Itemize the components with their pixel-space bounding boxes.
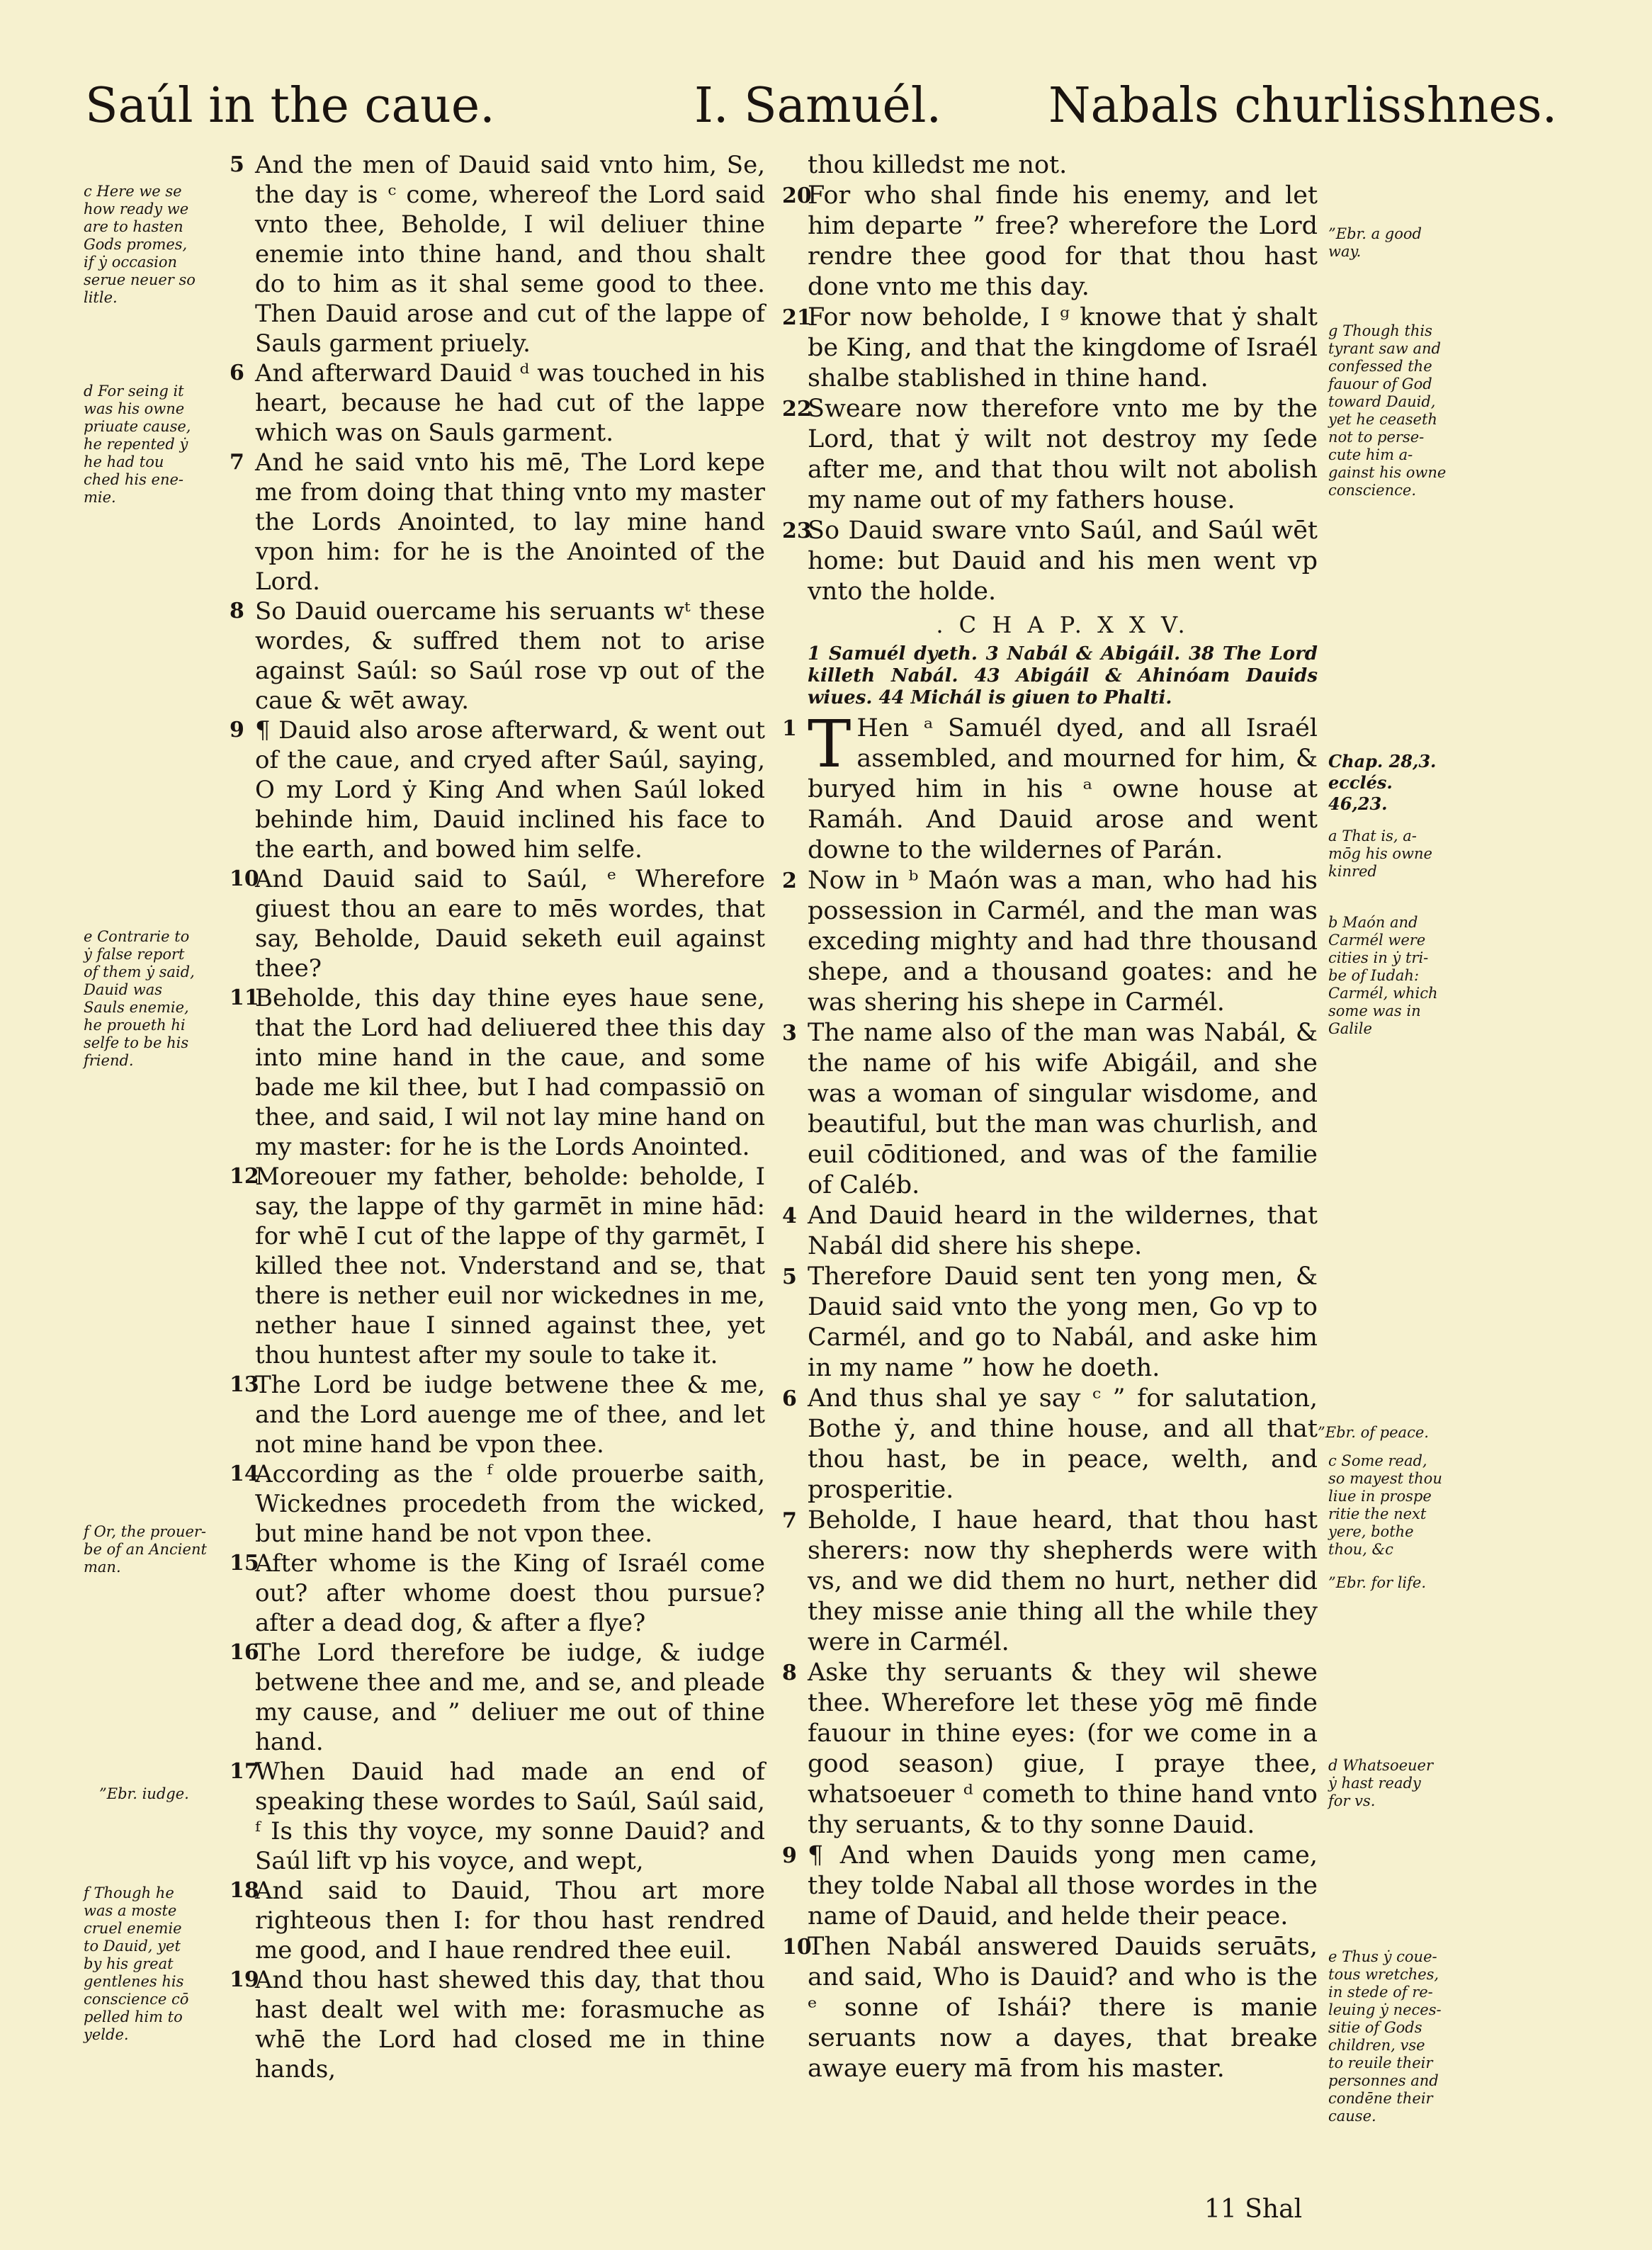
verse: 22 Sweare now therefore vnto me by the Lord, that ẏ wilt not destroy my ſede after me, and that thou wilt not abolish my name out of my fathers house. xyxy=(782,395,1318,514)
verse: 3 The name also of the man was Nabál, & the name of his wife Abigáil, and she was a woman of singular wisdome, and beautiful, but the man was churlish, and euil cōditioned, and was of the familie of Caléb. xyxy=(782,1019,1318,1199)
verse: 21 For now beholde, I ᵍ knowe that ẏ shalt be King, and that the kingdome of Israél shalbe stablished in thine hand. xyxy=(782,303,1318,392)
verse: 16 The Lord therefore be iudge, & iudge betwene thee and me, and se, and pleade my cause, and ” deliuer me out of thine hand. xyxy=(230,1639,765,1756)
verse: 7 And he said vnto his mē, The Lord kepe me from doing that thing vnto my master the Lords Anointed, to lay mine hand vpon him: for he is the Anointed of the Lord. xyxy=(230,448,765,596)
text-column-left xyxy=(230,150,765,2084)
running-head-book: I. Samuél. xyxy=(694,78,942,134)
margin-note-e-right: e Thus ẏ coue- tous wretches, in stede of re- leuing ẏ neces- sitie of Gods children, vse to reuile their personnes and condēne their cause. xyxy=(1328,1948,1442,2125)
verse-1: 1 T Hen ᵃ Samuél dyed, and all Israél assembled, and mourned for him, & buryed him in his ᵃ owne house at Ramáh. And Dauid arose and went downe to the wildernes of Parán. xyxy=(782,706,1318,864)
verse: 14 According as the ᶠ olde prouerbe saith, Wickednes procedeth from the wicked, but mine hand be not vpon thee. xyxy=(230,1460,765,1548)
verse: 15 After whome is the King of Israél come out? after whome doest thou pursue? after a dead dog, & after a flye? xyxy=(230,1549,765,1637)
verse: 2 Now in ᵇ Maón was a man, who had his possession in Carmél, and the man was exceding mighty and had thre thousand shepe, and a thousand goates: and he was shering his shepe in Carmél. xyxy=(782,866,1318,1017)
verse: 6 And thus shal ye say ᶜ ” for salutation, Bothe ẏ, and thine house, and all that thou hast, be in peace, welth, and prosperitie. xyxy=(782,1384,1318,1504)
margin-note-d-right: d Whatsoeuer ẏ hast ready for vs. xyxy=(1328,1757,1434,1809)
verse: 8 Aske thy seruants & they wil shewe thee. Wherefore let these yōg mē finde fauour in thine eyes: (for we come in a good season) giue, I praye thee, whatsoeuer ᵈ cometh to thine hand vnto thy seruants, & to thy sonne Dauid. xyxy=(782,1658,1318,1839)
verse: 13 The Lord be iudge betwene thee & me, and the Lord auenge me of thee, and let not mine hand be vpon thee. xyxy=(230,1371,765,1459)
verse: thou killedst me not. xyxy=(808,151,1068,179)
verse: 4 And Dauid heard in the wildernes, that Nabál did shere his shepe. xyxy=(782,1202,1318,1260)
verse: 10 And Dauid said to Saúl, ᵉ Wherefore giuest thou an eare to mēs wordes, that say, Beholde, Dauid seketh euil against thee? xyxy=(230,865,765,983)
margin-note-ebr-life: ”Ebr. for life. xyxy=(1328,1574,1427,1591)
drop-cap: T xyxy=(808,706,852,782)
chapter-heading: . C H A P. X X V. xyxy=(936,611,1189,638)
verse: 10 Then Nabál answered Dauids seruāts, and said, Who is Dauid? and who is the ᵉ sonne of Ishái? there is manie seruants now a dayes, that breake awaye euery mā from his master. xyxy=(782,1933,1318,2083)
margin-note-saul-gentleness: f Though he was a moste cruel enemie to Dauid, yet by his great gentlenes his conscience cō pelled him to yelde. xyxy=(84,1884,189,2043)
verse: 12 Moreouer my father, beholde: beholde, I say, the lappe of thy garmēt in mine hād: for whē I cut of the lappe of thy garmēt, I killed thee not. Vnderstand and se, that there is nether euil nor wickednes in me, nether haue I sinned against thee, yet thou huntest after my soule to take it. xyxy=(230,1163,765,1369)
verse: 8 So Dauid ouercame his seruants wᵗ these wordes, & suffred them not to arise against Saúl: so Saúl rose vp out of the caue & wēt away. xyxy=(230,597,765,715)
margin-note-e: e Contrarie to ẏ false report of them ẏ said, Dauid was Sauls enemie, he proueth hi selfe to be his friend. xyxy=(84,928,195,1069)
verse: 9 ¶ Dauid also arose afterward, & went out of the caue, and cryed after Saúl, saying, O my Lord ẏ King And when Saúl loked behinde him, Dauid inclined his face to the earth, and bowed him selfe. xyxy=(230,716,765,864)
verse: 19 And thou hast shewed this day, that thou hast dealt wel with me: forasmuche as whē the Lord had closed me in thine hands, xyxy=(230,1966,765,2084)
verse: 20 For who shal finde his enemy, and let him departe ” free? wherefore the Lord rendre thee good for that thou hast done vnto me this day. xyxy=(782,181,1318,301)
verse: 5 And the men of Dauid said vnto him, Se, the day is ᶜ come, whereof the Lord said vnto thee, Beholde, I wil deliuer thine enemie into thine hand, and thou shalt do to him as it shal seme good to thee. Then Dauid arose and cut of the lappe of Sauls garment priuely. xyxy=(230,151,765,358)
verse: 7 Beholde, I haue heard, that thou hast sherers: now thy shepherds were with vs, and we did them no hurt, nether did they misse anie thing all the while they were in Carmél. xyxy=(782,1506,1318,1656)
margin-note-c: c Here we se how ready we are to hasten Gods promes, if ẏ occasion serue neuer so litle. xyxy=(84,183,196,306)
verse: 6 And afterward Dauid ᵈ was touched in his heart, because he had cut of the lappe which was on Sauls garment. xyxy=(230,359,765,447)
chapter-summary: 1 Samuél dyeth. 3 Nabál & Abigáil. 38 The Lord killeth Nabál. 43 Abigáil & Ahinóam Dauids wiues. 44 Michál is giuen to Phalti. xyxy=(808,643,1318,708)
verse: 5 Therefore Dauid sent ten yong men, & Dauid said vnto the yong men, Go vp to Carmél, and go to Nabál, and aske him in my name ” how he doeth. xyxy=(782,1262,1318,1382)
verse: 11 Beholde, this day thine eyes haue sene, that the Lord had deliuered thee this day into mine hand in the caue, and some bade me kil thee, but I had compassiō on thee, and said, I wil not lay mine hand on my master: for he is the Lords Anointed. xyxy=(230,984,765,1161)
verse: 23 So Dauid sware vnto Saúl, and Saúl wēt home: but Dauid and his men went vp vnto the holde. xyxy=(782,516,1318,606)
catchword: 11 Shal xyxy=(1204,2195,1303,2224)
margin-note-g: g Though this tyrant saw and confessed the fauour of God toward Dauid, yet he ceaseth not to perse- cute him a- gainst his owne conscience. xyxy=(1328,322,1447,499)
margin-note-d: d For seing it was his owne priuate cause, he repented ẏ he had tou ched his ene- mie. xyxy=(84,383,191,506)
margin-note-ebr-peace: ”Ebr. of peace. xyxy=(1318,1424,1429,1441)
margin-note-b: b Maón and Carmél were cities in ẏ tri- be of Iudah: Carmél, which some was in Galile xyxy=(1328,914,1438,1037)
margin-note-c-right: c Some read, so mayest thou liue in prospe ritie the next yere, bothe thou, &c xyxy=(1328,1452,1442,1558)
verse: 9 ¶ And when Dauids yong men came, they tolde Nabal all those wordes in the name of Dauid, and helde their peace. xyxy=(782,1841,1318,1930)
margin-note-chap-ref: Chap. 28,3. ecclés. 46,23. xyxy=(1328,751,1437,814)
verse: 17 When Dauid had made an end of speaking these wordes to Saúl, Saúl said, ᶠ Is this thy voyce, my sonne Dauid? and Saúl lift vp his voyce, and wept, xyxy=(230,1758,765,1875)
verse: 18 And said to Dauid, Thou art more righteous then I: for thou hast rendred me good, and I haue rendred thee euil. xyxy=(230,1877,765,1964)
text-column-right xyxy=(782,150,1318,2084)
running-head-left: Saúl in the caue. xyxy=(85,78,495,134)
margin-note-ebr-iudge: ”Ebr. iudge. xyxy=(99,1785,189,1802)
margin-note-a: a That is, a- mōg his owne kinred xyxy=(1328,827,1432,880)
margin-note-ebr-good: ”Ebr. a good way. xyxy=(1328,225,1422,260)
margin-note-f: f Or, the prouer- be of an Ancient man. xyxy=(84,1523,207,1576)
running-head-right: Nabals churlisshnes. xyxy=(1048,78,1558,134)
